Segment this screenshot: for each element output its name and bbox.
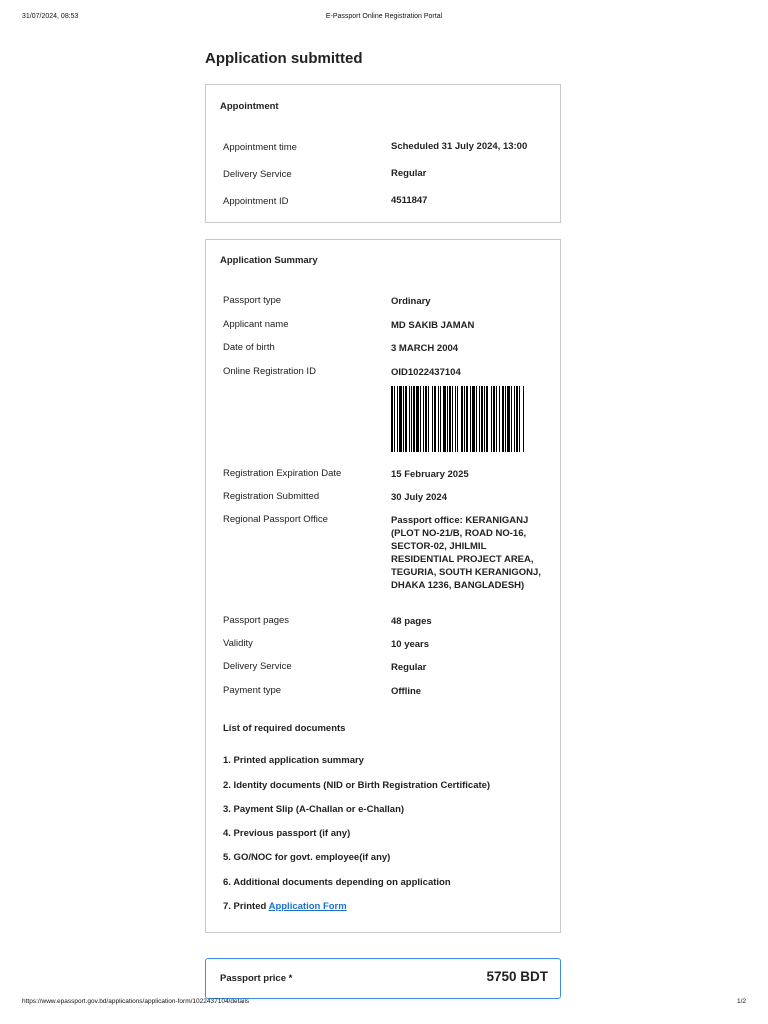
- print-timestamp: 31/07/2024, 08:53: [22, 13, 79, 20]
- passport-price-amount: 5750 BDT: [486, 969, 548, 984]
- required-documents-title: List of required documents: [223, 723, 346, 734]
- print-portal-title: E-Passport Online Registration Portal: [325, 13, 443, 20]
- document-item: 3. Payment Slip (A-Challan or e-Challan): [223, 804, 405, 815]
- row-label: Validity: [223, 638, 253, 649]
- application-summary-title: Application Summary: [220, 255, 318, 266]
- row-value: 30 July 2024: [391, 492, 447, 503]
- row-value: Ordinary: [391, 296, 431, 307]
- print-url: https://www.epassport.gov.bd/applications/application-form/1022437104/details: [22, 998, 250, 1005]
- document-item: 4. Previous passport (if any): [223, 828, 351, 839]
- page-title: Application submitted: [205, 50, 363, 67]
- row-label: Regional Passport Office: [223, 514, 328, 525]
- row-label: Registration Expiration Date: [223, 468, 342, 479]
- print-footer: [22, 998, 746, 1008]
- row-value: Regular: [391, 662, 427, 673]
- application-form-link[interactable]: Application Form: [268, 901, 347, 912]
- appointment-card-title: Appointment: [220, 101, 279, 112]
- row-label: Applicant name: [223, 319, 289, 330]
- row-label: Passport type: [223, 295, 282, 306]
- document-item-prefix: 7. Printed: [223, 901, 267, 912]
- row-value: Passport office: KERANIGANJ (PLOT NO-21/B, ROAD NO-16, SECTOR-02, JHILMIL RESIDENTIAL PROJECT AREA, TEGURIA, SOUTH KERANIGONJ, DHAKA 1236, BANGLADESH): [391, 515, 541, 591]
- row-value: 3 MARCH 2004: [391, 343, 459, 354]
- document-item: 6. Additional documents depending on application: [223, 877, 451, 888]
- row-value: 15 February 2025: [391, 469, 469, 480]
- row-label: Online Registration ID: [223, 366, 316, 377]
- passport-price-label: Passport price *: [220, 973, 293, 984]
- row-value: 48 pages: [391, 616, 432, 627]
- row-label: Registration Submitted: [223, 491, 320, 502]
- row-label: Delivery Service: [223, 661, 292, 672]
- passport-price-card: [205, 958, 561, 999]
- document-item: 5. GO/NOC for govt. employee(if any): [223, 852, 391, 863]
- application-summary-card: [205, 239, 561, 933]
- row-value: Offline: [391, 686, 422, 697]
- registration-barcode: [391, 386, 575, 452]
- row-value: MD SAKIB JAMAN: [391, 320, 475, 331]
- print-page-number: 1/2: [736, 998, 746, 1005]
- row-value: 4511847: [391, 195, 428, 206]
- appointment-card: [205, 84, 561, 223]
- print-header: [22, 13, 746, 25]
- row-label: Delivery Service: [223, 169, 292, 180]
- row-label: Appointment time: [223, 142, 297, 153]
- row-value: Regular: [391, 168, 427, 179]
- row-label: Passport pages: [223, 615, 290, 626]
- document-item: 1. Printed application summary: [223, 755, 364, 766]
- row-value: 10 years: [391, 639, 430, 650]
- row-value: Scheduled 31 July 2024, 13:00: [391, 141, 528, 152]
- row-value: OID1022437104: [391, 367, 461, 378]
- row-label: Date of birth: [223, 342, 275, 353]
- document-item: 2. Identity documents (NID or Birth Registration Certificate): [223, 780, 491, 791]
- row-label: Payment type: [223, 685, 282, 696]
- document-item-application-form: [223, 901, 347, 912]
- row-label: Appointment ID: [223, 196, 289, 207]
- barcode-bar: [524, 386, 526, 452]
